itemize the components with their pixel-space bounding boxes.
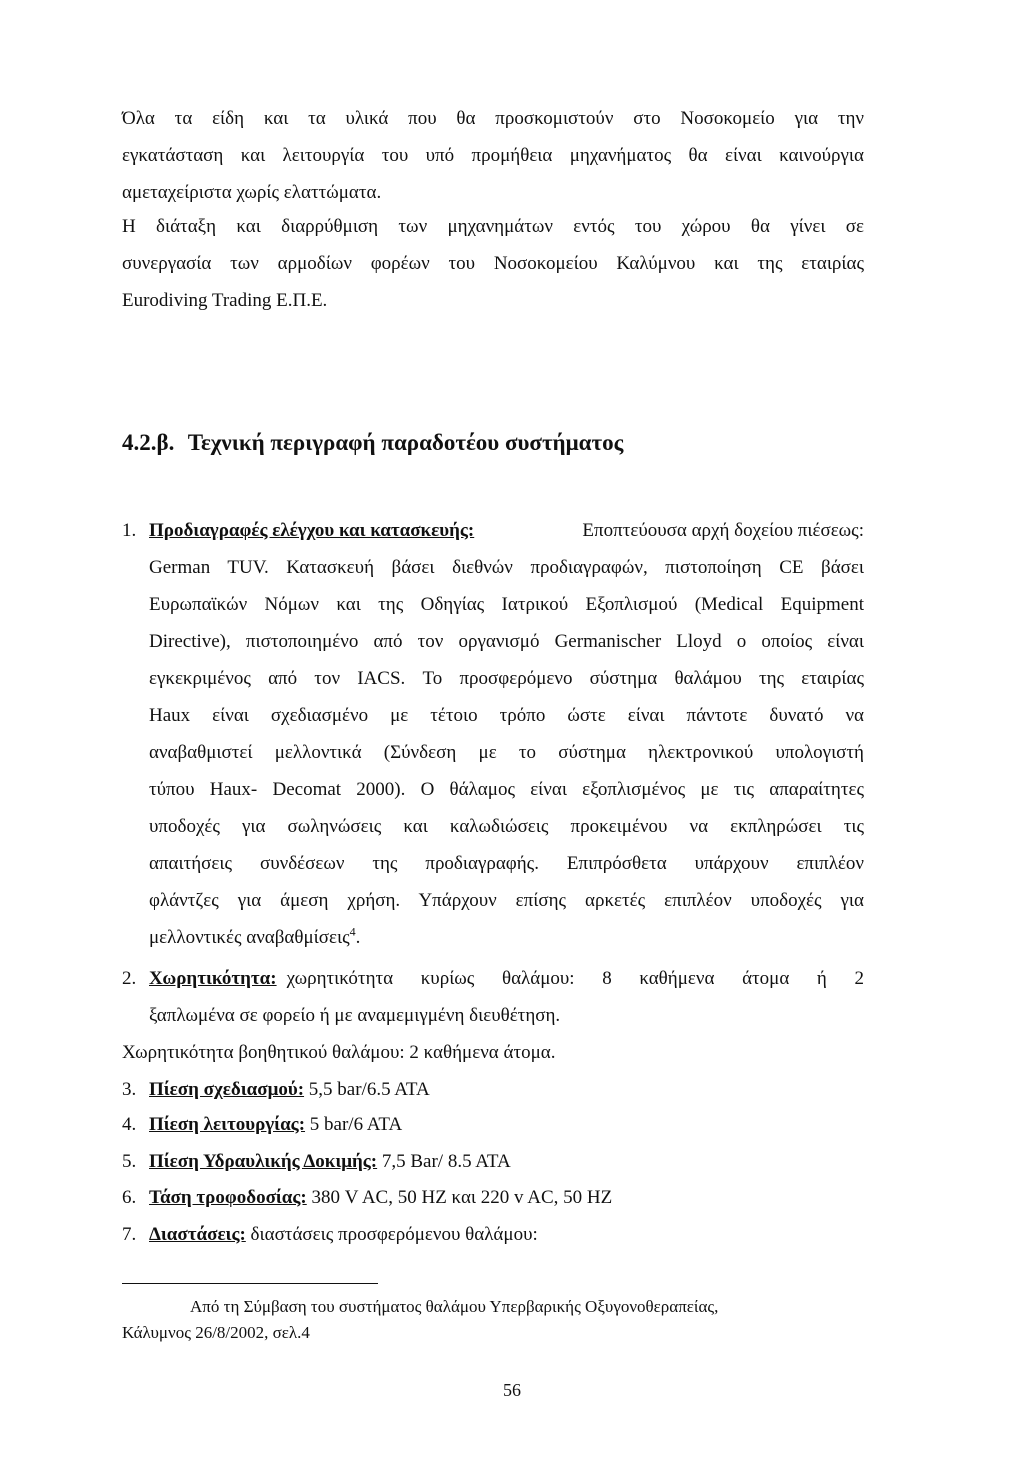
text-line: Χωρητικότητα βοηθητικού θαλάμου: 2 καθήμενα άτομα. bbox=[122, 1042, 556, 1063]
text-line: Ευρωπαϊκών Νόμων και της Οδηγίας Ιατρικού Εξοπλισμού (Medical Equipment bbox=[149, 594, 864, 615]
footnote bbox=[122, 1294, 882, 1346]
item-label: Προδιαγραφές ελέγχου και κατασκευής: bbox=[149, 520, 475, 541]
text-line: Haux είναι σχεδιασμένο με τέτοιο τρόπο ώστε είναι πάντοτε δυνατό να bbox=[149, 705, 864, 726]
text-line-last bbox=[122, 919, 864, 956]
item-label: Τάση τροφοδοσίας: bbox=[149, 1187, 307, 1208]
text-line: χωρητικότητα κυρίως θαλάμου: 8 καθήμενα άτομα ή 2 bbox=[286, 968, 864, 989]
text-line: Eurodiving Trading Ε.Π.Ε. bbox=[122, 290, 328, 311]
item-number: 4. bbox=[122, 1114, 137, 1135]
footnote-line: Από τη Σύμβαση του συστήματος θαλάμου Υπερβαρικής Οξυγονοθεραπείας, bbox=[190, 1297, 719, 1316]
spec-item-2 bbox=[122, 960, 864, 1071]
item-number: 1. bbox=[122, 520, 137, 541]
item-value: 5 bar/6 ATA bbox=[309, 1114, 403, 1135]
text-line: συνεργασία των αρμοδίων φορέων του Νοσοκομείου Καλύμνου και της εταιρίας bbox=[122, 253, 864, 274]
text-line: εγκατάσταση και λειτουργία του υπό προμήθεια μηχανήματος θα είναι καινούργια bbox=[122, 145, 864, 166]
intro-paragraph-1 bbox=[122, 100, 864, 211]
text-line: Όλα τα είδη και τα υλικά που θα προσκομιστούν στο Νοσοκομείο για την bbox=[122, 108, 864, 129]
text-line: εγκεκριμένος από τον IACS. Το προσφερόμενο σύστημα θαλάμου της εταιρίας bbox=[149, 668, 864, 689]
item-value: 380 V AC, 50 HZ και 220 v AC, 50 HZ bbox=[311, 1187, 613, 1208]
item-label: Διαστάσεις: bbox=[149, 1224, 246, 1245]
text-line: αναβαθμιστεί μελλοντικά (Σύνδεση με το σύστημα ηλεκτρονικού υπολογιστή bbox=[149, 742, 864, 763]
item-value: 5,5 bar/6.5 ATA bbox=[308, 1079, 430, 1100]
item-1-first-line bbox=[122, 512, 864, 549]
spec-item-5 bbox=[122, 1143, 864, 1180]
item-number: 6. bbox=[122, 1187, 137, 1208]
text-line: φλάντζες για άμεση χρήση. Υπάρχουν επίσης αρκετές επιπλέον υποδοχές για bbox=[149, 890, 864, 911]
text-line: τύπου Haux- Decomat 2000). Ο θάλαμος είναι εξοπλισμένος με τις απαραίτητες bbox=[149, 779, 864, 800]
item-number: 5. bbox=[122, 1151, 137, 1172]
section-title: Τεχνική περιγραφή παραδοτέου συστήματος bbox=[187, 430, 624, 455]
item-number: 2. bbox=[122, 968, 137, 989]
spec-item-1 bbox=[122, 512, 864, 956]
intro-paragraph-2 bbox=[122, 208, 864, 319]
item-number: 3. bbox=[122, 1079, 137, 1100]
text-line: Εποπτεύουσα αρχή δοχείου πιέσεως: bbox=[582, 520, 864, 541]
item-value: 7,5 Bar/ 8.5 ATA bbox=[381, 1151, 511, 1172]
spec-item-6 bbox=[122, 1179, 864, 1216]
footnote-line: Κάλυμνος 26/8/2002, σελ.4 bbox=[122, 1323, 310, 1342]
spec-item-4 bbox=[122, 1106, 864, 1143]
item-number: 7. bbox=[122, 1224, 137, 1245]
text-line: απαιτήσεις συνδέσεων της προδιαγραφής. Επιπρόσθετα υπάρχουν επιπλέον bbox=[149, 853, 864, 874]
text-line: ξαπλωμένα σε φορείο ή με αναμεμιγμένη διευθέτηση. bbox=[149, 1005, 561, 1026]
footnote-marker: 4 bbox=[349, 924, 356, 939]
spec-item-7 bbox=[122, 1216, 864, 1253]
item-label: Χωρητικότητα: bbox=[149, 968, 277, 989]
section-heading bbox=[122, 430, 623, 456]
page-number: 56 bbox=[503, 1380, 521, 1400]
text-fragment: . bbox=[355, 927, 361, 948]
item-2-first-line bbox=[122, 960, 864, 997]
text-line: υποδοχές για σωληνώσεις και καλωδιώσεις προκειμένου να εκπληρώσει τις bbox=[149, 816, 864, 837]
text-line: Η διάταξη και διαρρύθμιση των μηχανημάτων εντός του χώρου θα γίνει σε bbox=[122, 216, 864, 237]
footnote-separator bbox=[122, 1283, 378, 1284]
text-fragment: μελλοντικές αναβαθμίσεις bbox=[149, 927, 350, 948]
item-value: διαστάσεις προσφερόμενου θαλάμου: bbox=[250, 1224, 538, 1245]
section-number: 4.2.β. bbox=[122, 430, 175, 455]
text-line: German TUV. Κατασκευή βάσει διεθνών προδιαγραφών, πιστοποίηση CE βάσει bbox=[149, 557, 864, 578]
text-line: αμεταχείριστα χωρίς ελαττώματα. bbox=[122, 182, 382, 203]
item-label: Πίεση λειτουργίας: bbox=[149, 1114, 306, 1135]
text-line: Directive), πιστοποιημένο από τον οργανισμό Germanischer Lloyd ο οποίος είναι bbox=[149, 631, 864, 652]
item-label: Πίεση Υδραυλικής Δοκιμής: bbox=[149, 1151, 378, 1172]
spec-item-3 bbox=[122, 1071, 864, 1108]
item-label: Πίεση σχεδιασμού: bbox=[149, 1079, 305, 1100]
